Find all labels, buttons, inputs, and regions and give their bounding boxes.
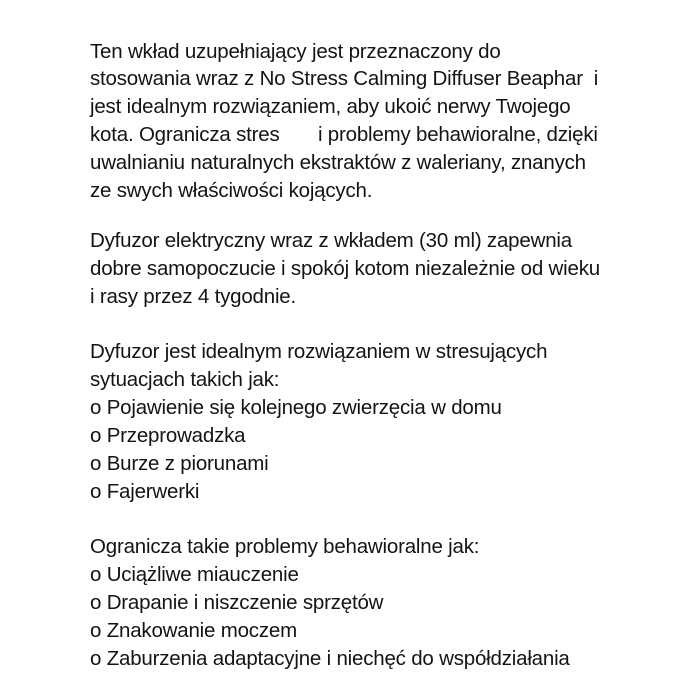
paragraph2-line-2: dobre samopoczucie i spokój kotom niezależnie od wieku [90, 257, 600, 280]
paragraph4-heading: Ogranicza takie problemy behawioralne jak: [90, 535, 480, 558]
paragraph4-list-item: o Drapanie i niszczenie sprzętów [90, 591, 384, 614]
paragraph1-line-6: ze swych właściwości kojących. [90, 179, 373, 202]
paragraph4-list-item: o Zaburzenia adaptacyjne i niechęć do współdziałania [90, 647, 570, 670]
paragraph1-line-3: jest idealnym rozwiązaniem, aby ukoić nerwy Twojego [90, 95, 571, 118]
paragraph4-list-item: o Uciążliwe miauczenie [90, 563, 299, 586]
paragraph3-line-2: sytuacjach takich jak: [90, 368, 280, 391]
paragraph1-line-1: Ten wkład uzupełniający jest przeznaczony do [90, 40, 501, 63]
paragraph4-list-item: o Znakowanie moczem [90, 619, 297, 642]
paragraph1-line-4: kota. Ogranicza stres i problemy behawioralne, dzięki [90, 123, 598, 146]
paragraph3-list-item: o Fajerwerki [90, 480, 200, 503]
paragraph3-list-item: o Przeprowadzka [90, 424, 246, 447]
paragraph1-line-5: uwalnianiu naturalnych ekstraktów z waleriany, znanych [90, 151, 586, 174]
paragraph3-line-1: Dyfuzor jest idealnym rozwiązaniem w stresujących [90, 340, 548, 363]
paragraph3-list-item: o Burze z piorunami [90, 452, 269, 475]
paragraph2-line-3: i rasy przez 4 tygodnie. [90, 285, 296, 308]
paragraph1-line-2: stosowania wraz z No Stress Calming Diffuser Beaphar i [90, 67, 599, 90]
paragraph3-list-item: o Pojawienie się kolejnego zwierzęcia w domu [90, 396, 502, 419]
paragraph2-line-1: Dyfuzor elektryczny wraz z wkładem (30 ml) zapewnia [90, 229, 572, 252]
